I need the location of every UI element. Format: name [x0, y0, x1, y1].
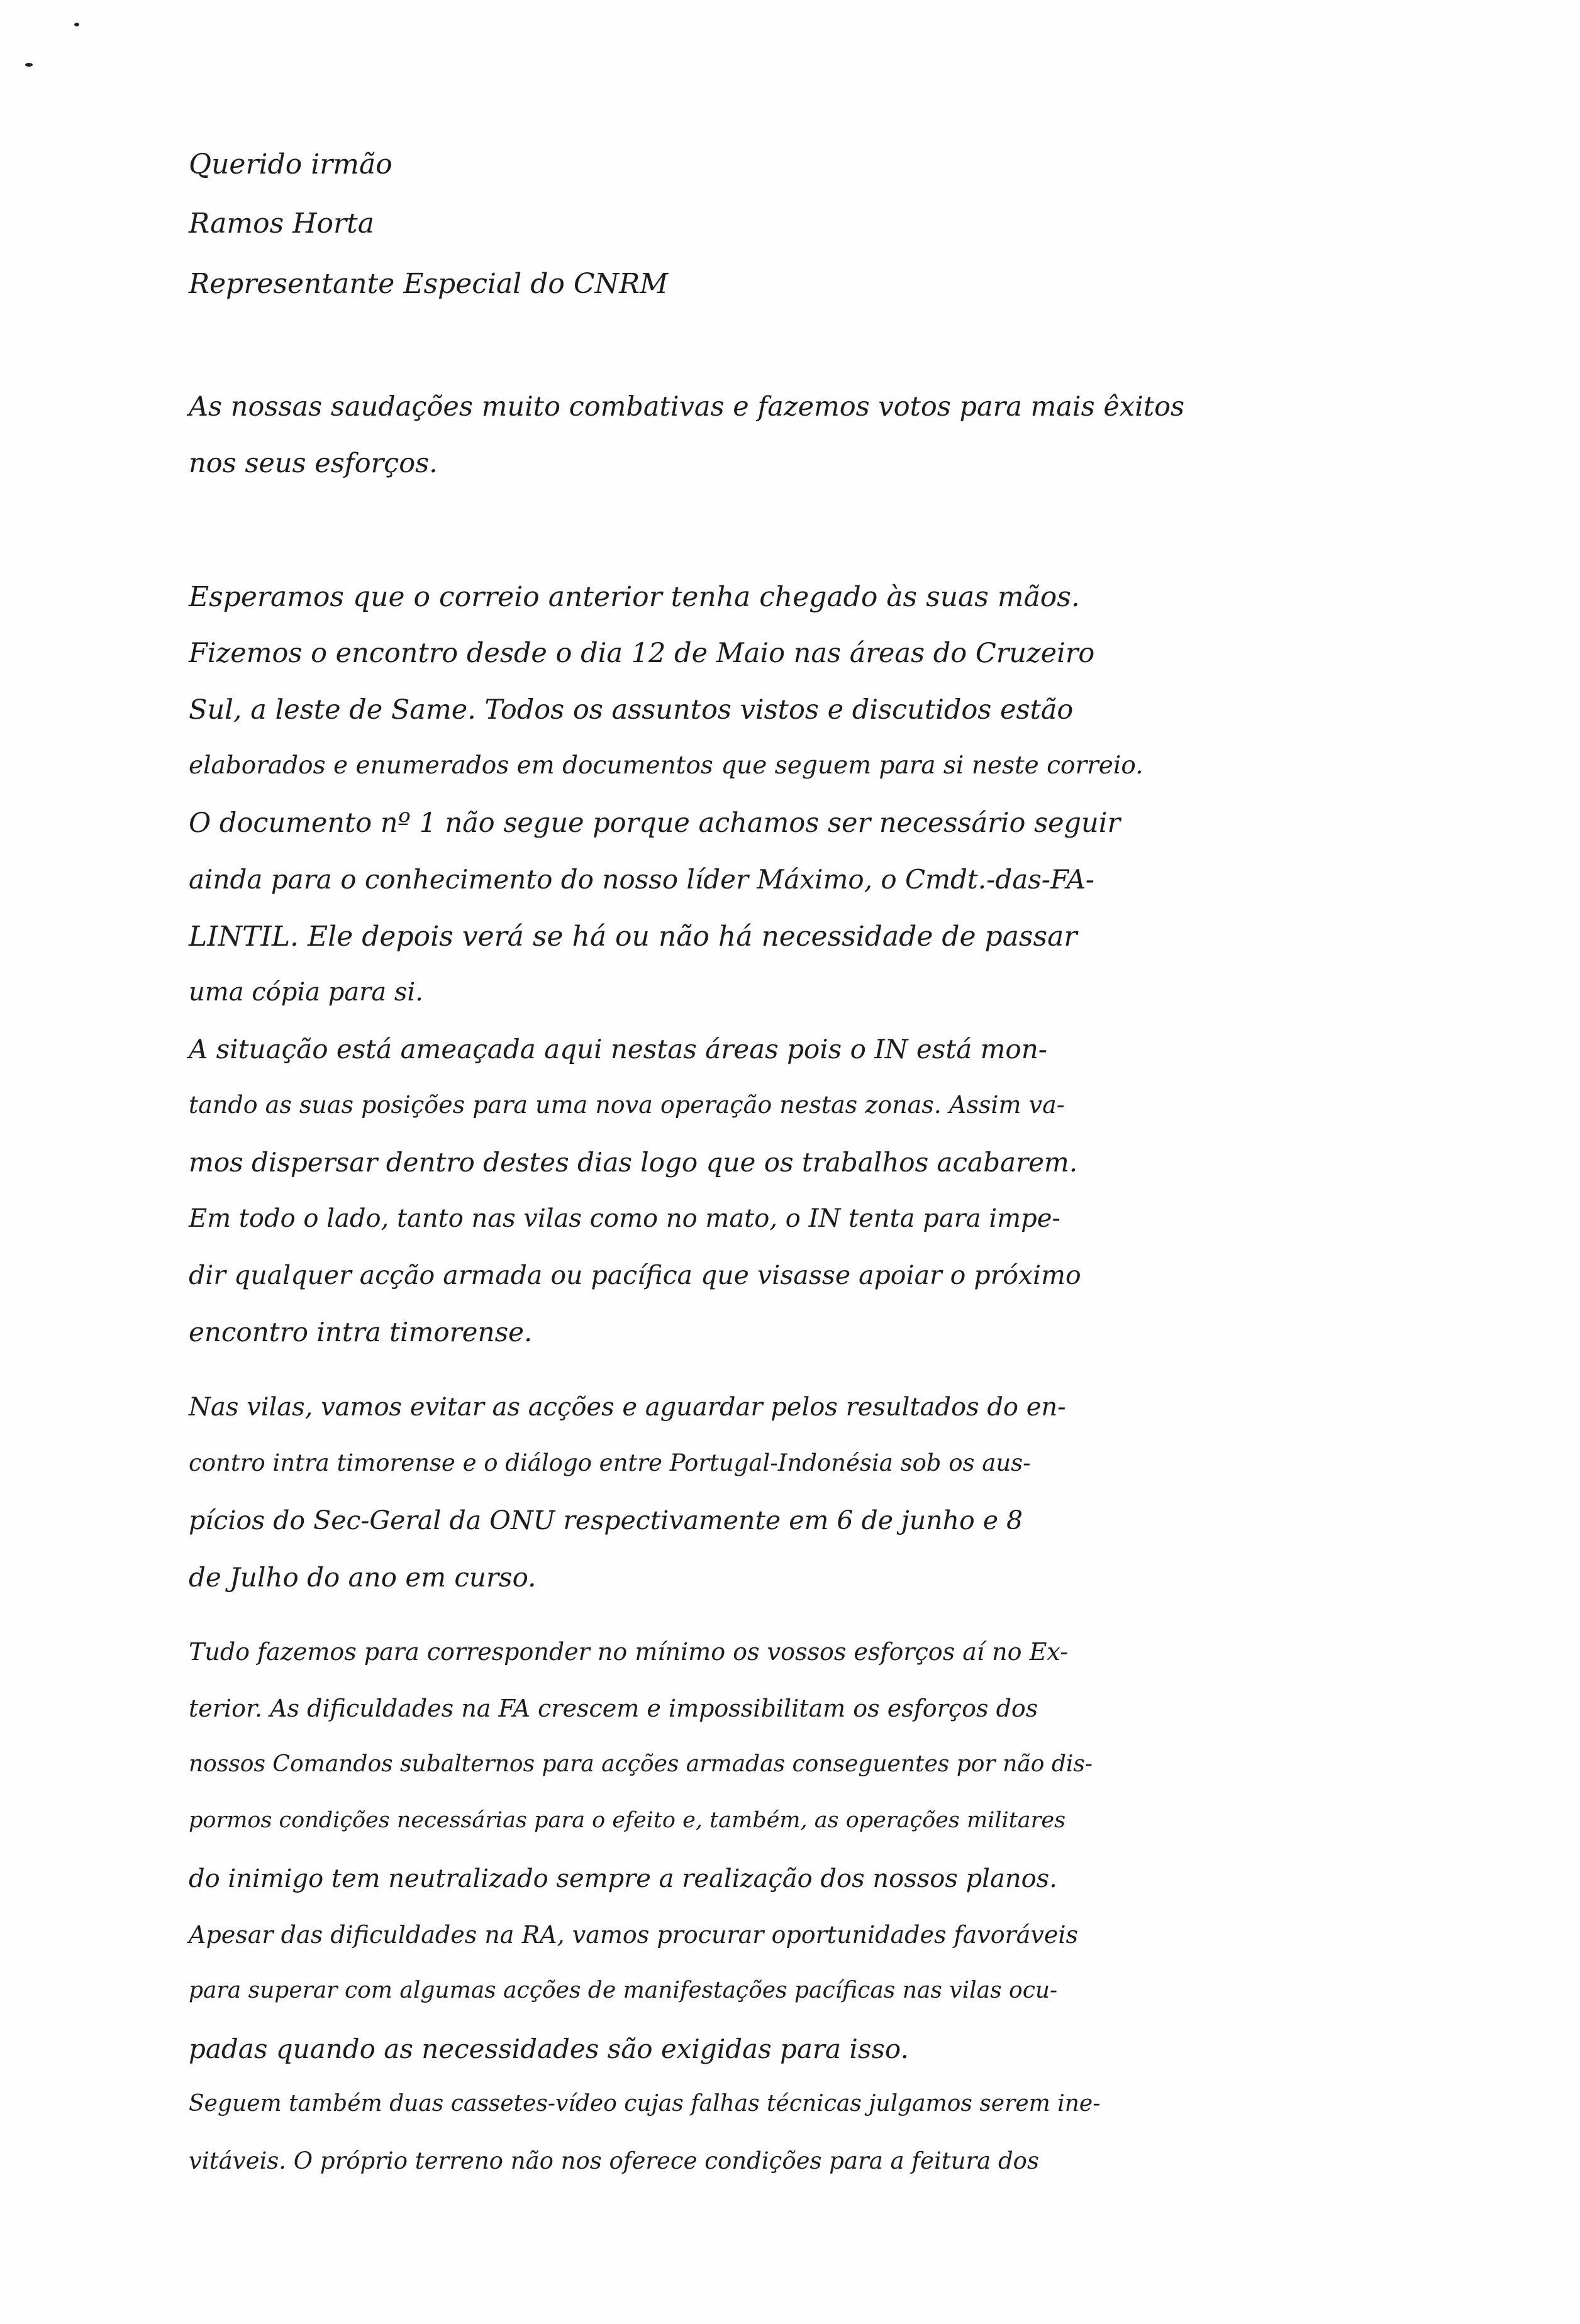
body-line: mos dispersar dentro destes dias logo que os trabalhos acabarem. — [189, 1147, 1078, 1178]
body-line: ainda para o conhecimento do nosso líder Máximo, o Cmdt.-das-FA- — [189, 864, 1094, 895]
body-line: Sul, a leste de Same. Todos os assuntos vistos e discutidos estão — [189, 694, 1074, 726]
recipient-role: Representante Especial do CNRM — [189, 268, 669, 300]
body-line: encontro intra timorense. — [189, 1317, 533, 1347]
body-line: contro intra timorense e o diálogo entre Portugal-Indonésia sob os aus- — [189, 1449, 1031, 1476]
body-line: pícios do Sec-Geral da ONU respectivamente em 6 de junho e 8 — [189, 1505, 1023, 1536]
body-line: Em todo o lado, tanto nas vilas como no mato, o IN tenta para impe- — [189, 1204, 1060, 1233]
greeting-line: As nossas saudações muito combativas e fazemos votos para mais êxitos — [189, 391, 1185, 423]
body-line: nossos Comandos subalternos para acções armadas conseguentes por não dis- — [189, 1751, 1093, 1777]
body-line: padas quando as necessidades são exigidas para isso. — [189, 2034, 909, 2064]
body-line: terior. As dificuldades na FA crescem e impossibilitam os esforços dos — [189, 1695, 1038, 1722]
body-line: do inimigo tem neutralizado sempre a realização dos nossos planos. — [189, 1864, 1057, 1893]
body-line: A situação está ameaçada aqui nestas áreas pois o IN está mon- — [189, 1034, 1047, 1065]
body-line: para superar com algumas acções de manifestações pacíficas nas vilas ocu- — [189, 1978, 1058, 2003]
body-line: dir qualquer acção armada ou pacífica que visasse apoiar o próximo — [189, 1260, 1081, 1290]
body-line: Fizemos o encontro desde o dia 12 de Maio nas áreas do Cruzeiro — [189, 638, 1095, 669]
body-line: Nas vilas, vamos evitar as acções e aguardar pelos resultados do en- — [189, 1393, 1066, 1422]
body-line: pormos condições necessárias para o efeito e, também, as operações militares — [189, 1808, 1066, 1833]
body-line: uma cópia para si. — [189, 978, 423, 1007]
salutation: Querido irmão — [189, 148, 392, 180]
body-line: tando as suas posições para uma nova operação nestas zonas. Assim va- — [189, 1091, 1065, 1119]
body-line: vitáveis. O próprio terreno não nos oferece condições para a feitura dos — [189, 2147, 1039, 2174]
greeting-line: nos seus esforços. — [189, 448, 438, 479]
body-line: LINTIL. Ele depois verá se há ou não há necessidade de passar — [189, 921, 1077, 953]
body-line: Tudo fazemos para corresponder no mínimo os vossos esforços aí no Ex- — [189, 1638, 1068, 1666]
body-line: Apesar das dificuldades na RA, vamos procurar oportunidades favoráveis — [189, 1921, 1079, 1949]
body-line: de Julho do ano em curso. — [189, 1562, 537, 1593]
body-line: O documento nº 1 não segue porque achamos ser necessário seguir — [189, 807, 1121, 839]
ink-speck — [25, 63, 33, 67]
ink-speck — [74, 23, 79, 26]
recipient-name: Ramos Horta — [189, 208, 374, 240]
body-line: elaborados e enumerados em documentos que seguem para si neste correio. — [189, 751, 1143, 780]
body-line: Esperamos que o correio anterior tenha chegado às suas mãos. — [189, 581, 1080, 613]
body-line: Seguem também duas cassetes-vídeo cujas falhas técnicas julgamos serem ine- — [189, 2091, 1101, 2116]
